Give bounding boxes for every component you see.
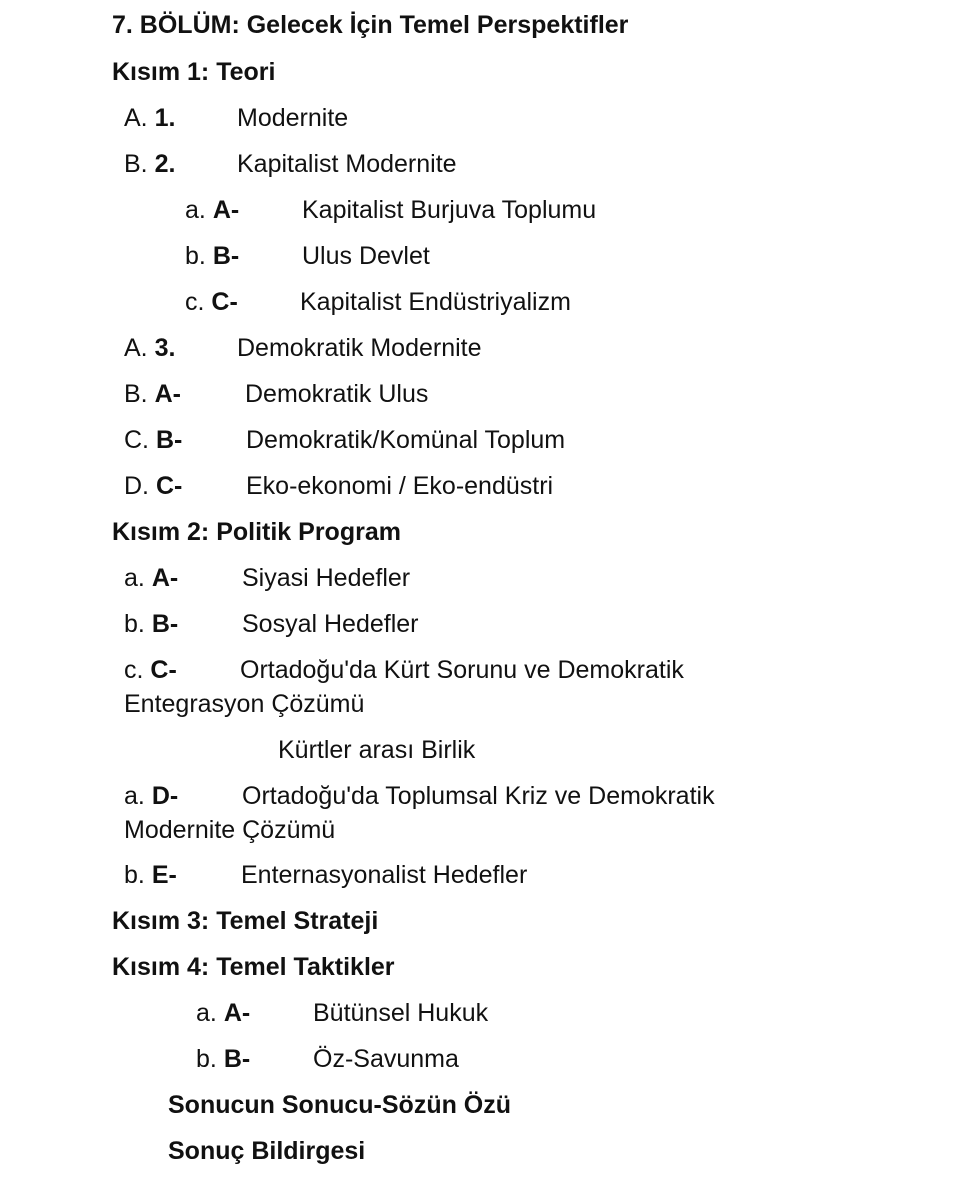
list-marker: b.: [196, 1045, 217, 1073]
item-number: C-: [155, 472, 183, 500]
item-number: B-: [223, 1045, 251, 1073]
toc-item: [185, 239, 239, 273]
toc-item-text: Siyasi Hedefler: [242, 564, 411, 592]
part1-heading: Kısım 1: Teori: [112, 58, 276, 86]
toc-item: [124, 101, 175, 135]
item-number: A-: [151, 564, 179, 592]
list-marker: a.: [196, 999, 217, 1027]
toc-item-text: Kapitalist Endüstriyalizm: [300, 288, 571, 316]
toc-item-text: Ortadoğu'da Toplumsal Kriz ve Demokratik: [242, 782, 715, 810]
toc-item-text: Modernite: [237, 104, 349, 132]
toc-item: [124, 858, 177, 892]
toc-item-text: Ulus Devlet: [302, 242, 430, 270]
toc-item-text-continued: Entegrasyon Çözümü: [124, 690, 365, 718]
item-number: A-: [154, 380, 181, 408]
list-marker: B.: [124, 150, 148, 178]
toc-item-text: Öz-Savunma: [313, 1045, 459, 1073]
toc-item: [124, 377, 181, 411]
toc-item-text: Kapitalist Modernite: [237, 150, 457, 178]
toc-item: [124, 607, 178, 641]
item-number: 2.: [154, 150, 176, 178]
toc-item-text-continued: Modernite Çözümü: [124, 816, 336, 844]
toc-item-text: Eko-ekonomi / Eko-endüstri: [246, 472, 554, 500]
toc-item: [185, 285, 238, 319]
item-number: A-: [212, 196, 240, 224]
list-marker: a.: [185, 196, 206, 224]
declaration-heading: Sonuç Bildirgesi: [168, 1137, 366, 1165]
toc-item: [124, 779, 178, 813]
list-marker: c.: [124, 656, 144, 684]
list-marker: b.: [185, 242, 206, 270]
toc-item: [124, 653, 177, 687]
item-number: B-: [151, 610, 179, 638]
toc-item: [196, 1042, 250, 1076]
toc-subitem-text: Kürtler arası Birlik: [278, 736, 476, 764]
toc-item: [124, 469, 182, 503]
part4-heading: Kısım 4: Temel Taktikler: [112, 953, 395, 981]
list-marker: b.: [124, 610, 145, 638]
toc-item: [196, 996, 250, 1030]
chapter-title: 7. BÖLÜM: Gelecek İçin Temel Perspektifler: [112, 11, 629, 39]
item-number: C-: [211, 288, 238, 316]
toc-item: [185, 193, 239, 227]
toc-item: [124, 147, 175, 181]
toc-item: [124, 423, 182, 457]
part2-heading: Kısım 2: Politik Program: [112, 518, 401, 546]
list-marker: A.: [124, 334, 148, 362]
list-marker: b.: [124, 861, 145, 889]
list-marker: C.: [124, 426, 149, 454]
item-number: C-: [150, 656, 177, 684]
toc-item-text: Ortadoğu'da Kürt Sorunu ve Demokratik: [240, 656, 684, 684]
item-number: 1.: [154, 104, 176, 132]
toc-item-text: Kapitalist Burjuva Toplumu: [302, 196, 597, 224]
item-number: 3.: [154, 334, 176, 362]
conclusion-heading: Sonucun Sonucu-Sözün Özü: [168, 1091, 512, 1119]
item-number: B-: [155, 426, 183, 454]
toc-item: [124, 561, 178, 595]
toc-item-text: Demokratik/Komünal Toplum: [246, 426, 566, 454]
toc-item-text: Enternasyonalist Hedefler: [241, 861, 528, 889]
list-marker: c.: [185, 288, 205, 316]
list-marker: a.: [124, 782, 145, 810]
item-number: B-: [212, 242, 240, 270]
toc-item-text: Demokratik Modernite: [237, 334, 482, 362]
item-number: A-: [223, 999, 251, 1027]
list-marker: a.: [124, 564, 145, 592]
toc-item: [124, 331, 175, 365]
toc-item-text: Bütünsel Hukuk: [313, 999, 489, 1027]
toc-item-text: Demokratik Ulus: [245, 380, 429, 408]
part3-heading: Kısım 3: Temel Strateji: [112, 907, 379, 935]
item-number: D-: [151, 782, 179, 810]
item-number: E-: [151, 861, 177, 889]
list-marker: B.: [124, 380, 148, 408]
list-marker: A.: [124, 104, 148, 132]
list-marker: D.: [124, 472, 149, 500]
toc-item-text: Sosyal Hedefler: [242, 610, 419, 638]
